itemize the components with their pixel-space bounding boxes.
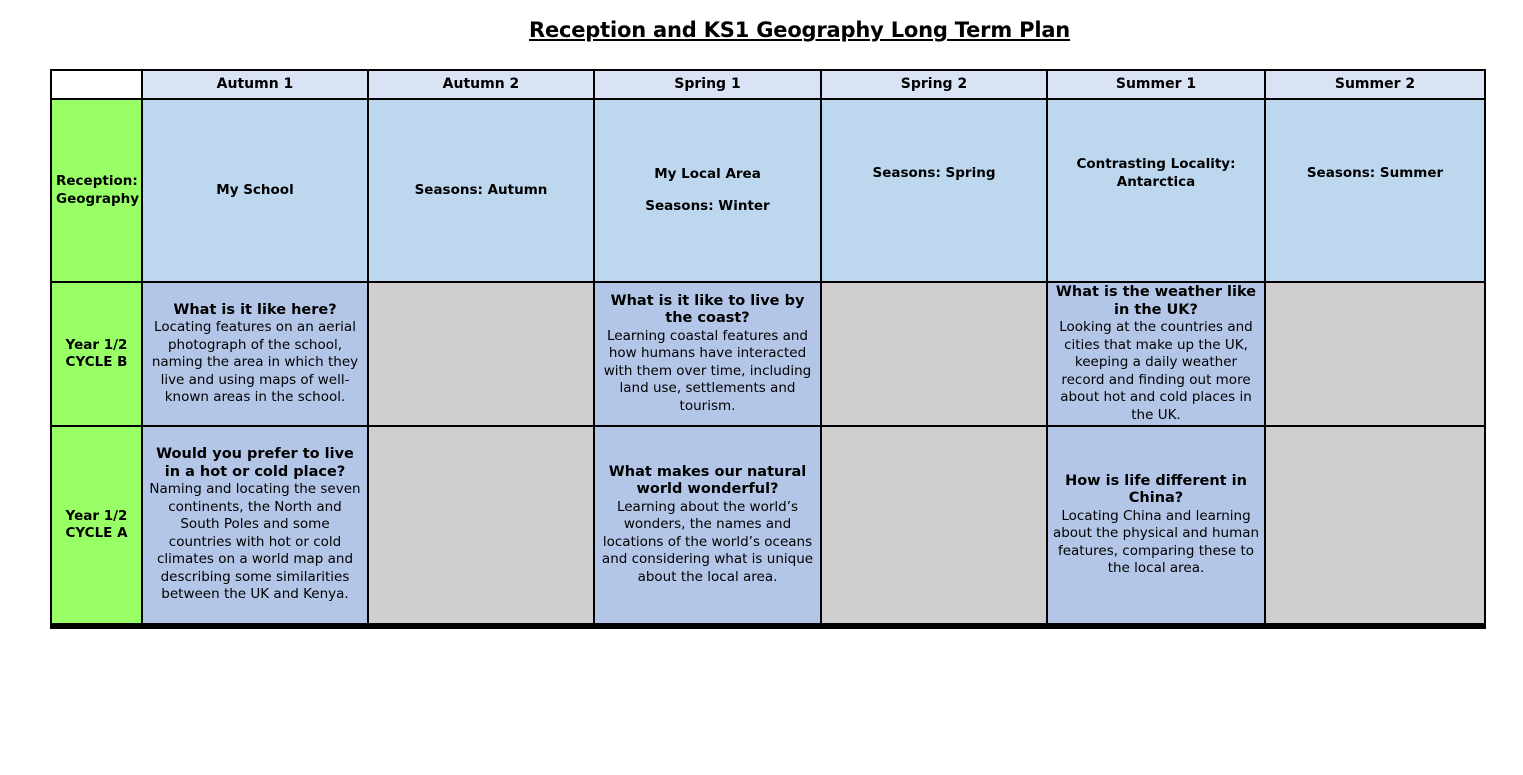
row-label-reception	[51, 99, 142, 282]
unit-description: Learning coastal features and how humans have interacted with them over time, including land use, settlements and tourism.	[603, 327, 812, 414]
cycle-a-autumn-1	[142, 426, 368, 626]
unit-title: Seasons: Winter	[645, 197, 770, 214]
row-label-line: Year 1/2	[65, 507, 128, 524]
unit-question: What is the weather like in the UK?	[1055, 284, 1257, 318]
cycle-b-row	[51, 282, 1485, 426]
unit-description: Locating features on an aerial photograph of the school, naming the area in which they live and using maps of well-known areas in the school.	[151, 319, 359, 405]
cycle-a-summer-1	[1047, 426, 1265, 626]
cycle-a-summer-2-empty	[1265, 426, 1485, 626]
term-header-spring-2: Spring 2	[821, 70, 1047, 99]
long-term-plan-table	[50, 69, 1486, 629]
unit-question: What makes our natural world wonderful?	[608, 463, 807, 498]
row-label-line: Year 1/2	[65, 336, 128, 353]
cycle-b-spring-2-empty	[821, 282, 1047, 426]
reception-summer-1	[1047, 99, 1265, 282]
unit-question: What is it like to live by the coast?	[610, 292, 805, 327]
cycle-a-spring-2-empty	[821, 426, 1047, 626]
row-label-line: Reception:	[56, 173, 138, 189]
unit-title: Seasons: Summer	[1306, 164, 1444, 181]
reception-autumn-2	[368, 99, 594, 282]
cycle-a-spring-1	[594, 426, 821, 626]
row-label-line: CYCLE B	[65, 354, 128, 370]
cycle-a-autumn-2-empty	[368, 426, 594, 626]
term-header-summer-1: Summer 1	[1047, 70, 1265, 99]
reception-spring-2	[821, 99, 1047, 282]
unit-title: My Local Area	[654, 166, 761, 182]
page-title: Reception and KS1 Geography Long Term Plan	[529, 18, 1071, 42]
row-label-cycle-b	[51, 282, 142, 426]
cycle-b-spring-1	[594, 282, 821, 426]
unit-description: Looking at the countries and cities that make up the UK, keeping a daily weather record and finding out more about hot and cold places in the UK.	[1059, 319, 1253, 423]
cycle-a-row	[51, 426, 1485, 626]
unit-description: Locating China and learning about the physical and human features, comparing these to the local area.	[1052, 507, 1260, 576]
cycle-b-autumn-2-empty	[368, 282, 594, 426]
unit-description: Naming and locating the seven continents, the North and South Poles and some countries with hot or cold climates on a world map and describing some similarities between the UK and Kenya.	[149, 481, 361, 603]
term-header-summer-2: Summer 2	[1265, 70, 1485, 99]
spacer	[599, 184, 816, 198]
term-header-autumn-2: Autumn 2	[368, 70, 594, 99]
cycle-b-summer-2-empty	[1265, 282, 1485, 426]
reception-autumn-1	[142, 99, 368, 282]
row-label-line: Geography	[56, 190, 140, 207]
unit-title: Seasons: Autumn	[414, 181, 548, 198]
unit-title: Seasons: Spring	[872, 164, 996, 181]
reception-row	[51, 99, 1485, 282]
reception-spring-1	[594, 99, 821, 282]
unit-question: How is life different in China?	[1065, 472, 1247, 506]
term-header-autumn-1: Autumn 1	[142, 70, 368, 99]
unit-description: Learning about the world’s wonders, the names and locations of the world’s oceans and considering what is unique about the local area.	[601, 498, 814, 585]
unit-title: My School	[216, 181, 294, 198]
unit-title: Contrasting Locality: Antarctica	[1076, 156, 1236, 190]
unit-question: Would you prefer to live in a hot or cold place?	[156, 446, 354, 480]
unit-question: What is it like here?	[173, 301, 337, 318]
term-header-spring-1: Spring 1	[594, 70, 821, 99]
corner-cell	[51, 70, 142, 99]
cycle-b-summer-1	[1047, 282, 1265, 426]
cycle-b-autumn-1	[142, 282, 368, 426]
header-row	[51, 70, 1485, 99]
row-label-cycle-a	[51, 426, 142, 626]
row-label-line: CYCLE A	[65, 525, 128, 541]
reception-summer-2	[1265, 99, 1485, 282]
